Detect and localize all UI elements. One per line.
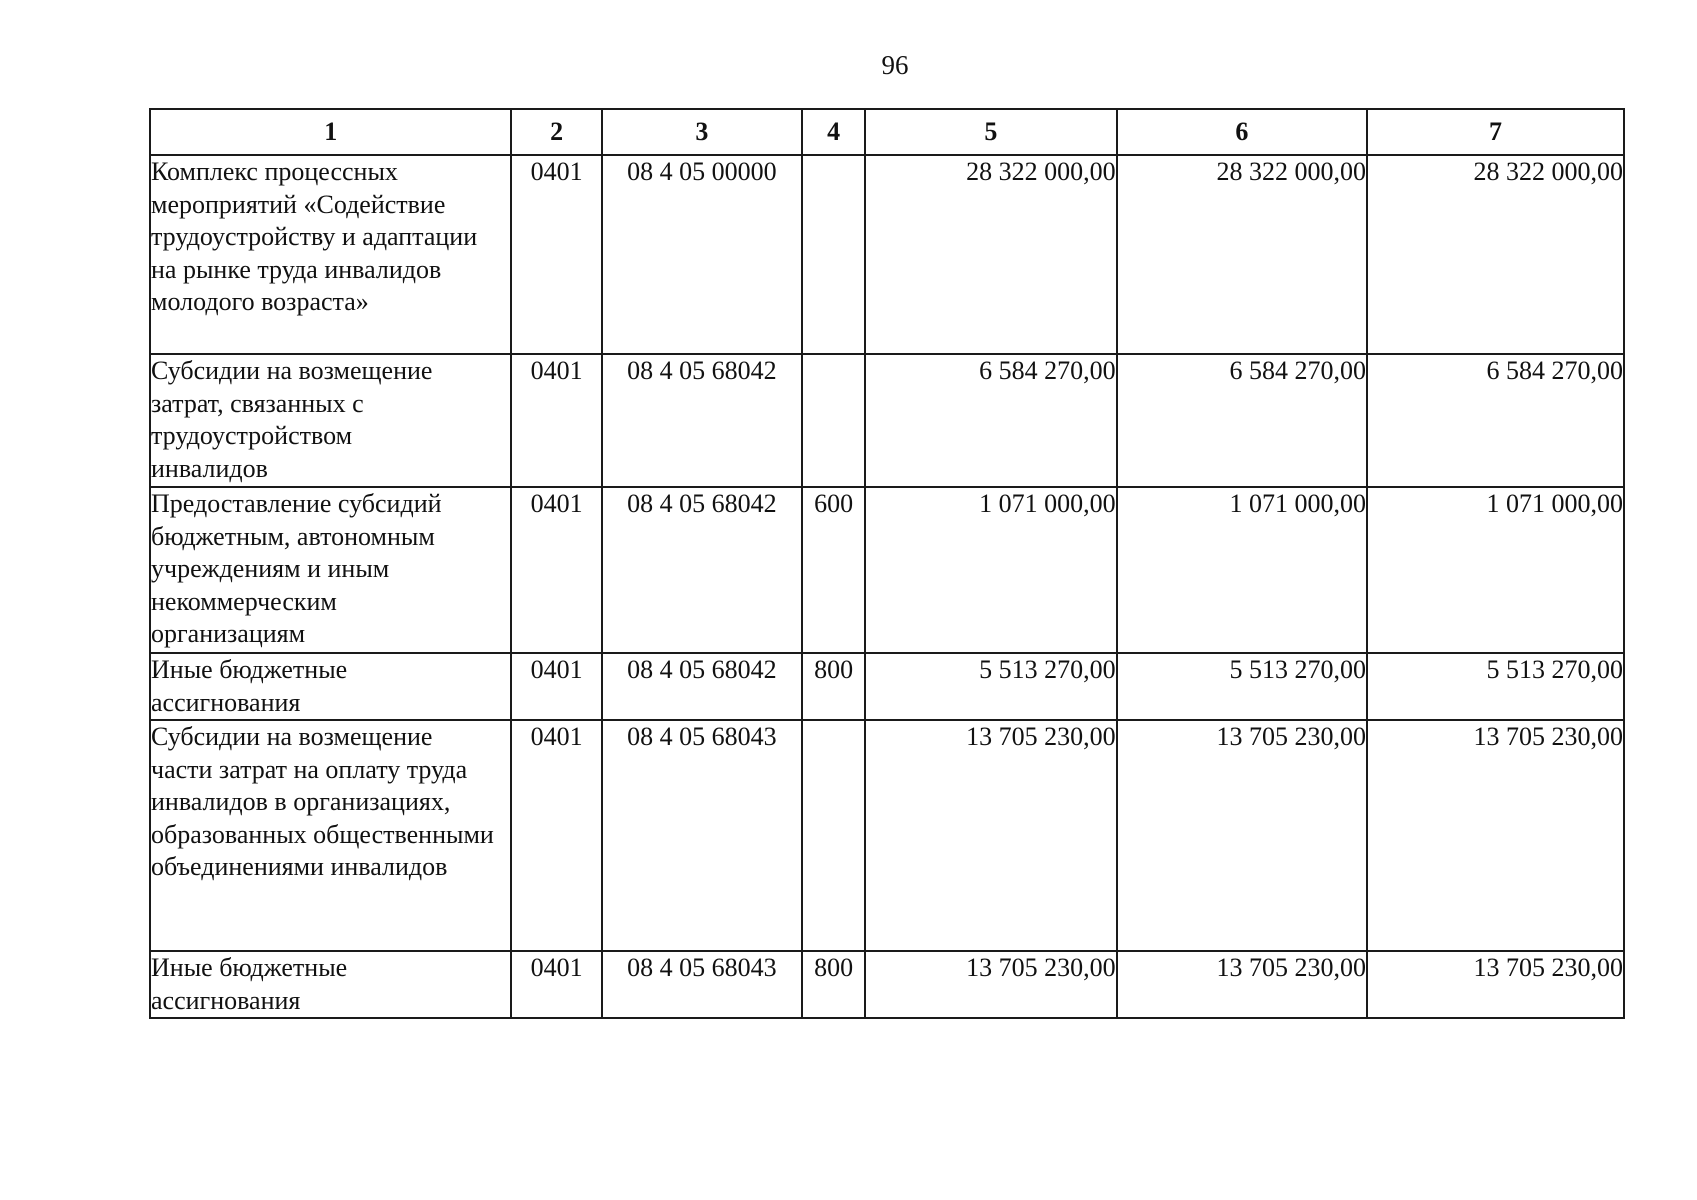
row-expense-type: [802, 720, 865, 951]
row-target-code: 08 4 05 68042: [602, 354, 802, 487]
row-amount-5: 1 071 000,00: [865, 487, 1116, 653]
row-amount-7: 13 705 230,00: [1367, 720, 1624, 951]
row-expense-type: 800: [802, 951, 865, 1018]
row-target-code: 08 4 05 00000: [602, 155, 802, 354]
column-header-4: 4: [802, 109, 865, 155]
row-section: 0401: [511, 653, 601, 720]
row-expense-type: 800: [802, 653, 865, 720]
page-number: 96: [881, 50, 909, 80]
row-amount-5: 5 513 270,00: [865, 653, 1116, 720]
row-amount-7: 28 322 000,00: [1367, 155, 1624, 354]
row-amount-6: 5 513 270,00: [1117, 653, 1367, 720]
column-header-2: 2: [511, 109, 601, 155]
column-header-1: 1: [150, 109, 511, 155]
row-section: 0401: [511, 951, 601, 1018]
table-row: [150, 951, 1624, 1018]
column-header-3: 3: [602, 109, 802, 155]
row-amount-5: 28 322 000,00: [865, 155, 1116, 354]
table-row: [150, 720, 1624, 951]
row-amount-7: 6 584 270,00: [1367, 354, 1624, 487]
table-row: [150, 155, 1624, 354]
row-amount-5: 13 705 230,00: [865, 951, 1116, 1018]
table-row: [150, 354, 1624, 487]
row-expense-type: 600: [802, 487, 865, 653]
row-amount-7: 1 071 000,00: [1367, 487, 1624, 653]
row-amount-5: 6 584 270,00: [865, 354, 1116, 487]
budget-table: [149, 108, 1625, 1019]
row-section: 0401: [511, 155, 601, 354]
column-header-7: 7: [1367, 109, 1624, 155]
row-section: 0401: [511, 487, 601, 653]
row-amount-7: 5 513 270,00: [1367, 653, 1624, 720]
row-name: Иные бюджетные ассигнования: [150, 653, 511, 720]
row-name: Предоставление субсидий бюджетным, автономным учреждениям и иным некоммерческим организациям: [150, 487, 511, 653]
row-amount-6: 1 071 000,00: [1117, 487, 1367, 653]
row-section: 0401: [511, 354, 601, 487]
row-expense-type: [802, 155, 865, 354]
row-amount-5: 13 705 230,00: [865, 720, 1116, 951]
row-target-code: 08 4 05 68042: [602, 653, 802, 720]
row-amount-6: 13 705 230,00: [1117, 720, 1367, 951]
column-header-5: 5: [865, 109, 1116, 155]
column-header-6: 6: [1117, 109, 1367, 155]
row-target-code: 08 4 05 68043: [602, 720, 802, 951]
table-header-row: [150, 109, 1624, 155]
row-amount-6: 6 584 270,00: [1117, 354, 1367, 487]
row-name: Комплекс процессных мероприятий «Содействие трудоустройству и адаптации на рынке труда инвалидов молодого возраста»: [150, 155, 511, 354]
row-amount-6: 13 705 230,00: [1117, 951, 1367, 1018]
row-name: Субсидии на возмещение затрат, связанных с трудоустройством инвалидов: [150, 354, 511, 487]
table-row: [150, 487, 1624, 653]
row-target-code: 08 4 05 68043: [602, 951, 802, 1018]
row-name: Субсидии на возмещение части затрат на оплату труда инвалидов в организациях, образованных общественными объединениями инвалидов: [150, 720, 511, 951]
row-target-code: 08 4 05 68042: [602, 487, 802, 653]
row-name: Иные бюджетные ассигнования: [150, 951, 511, 1018]
row-amount-7: 13 705 230,00: [1367, 951, 1624, 1018]
table-row: [150, 653, 1624, 720]
row-section: 0401: [511, 720, 601, 951]
row-expense-type: [802, 354, 865, 487]
row-amount-6: 28 322 000,00: [1117, 155, 1367, 354]
